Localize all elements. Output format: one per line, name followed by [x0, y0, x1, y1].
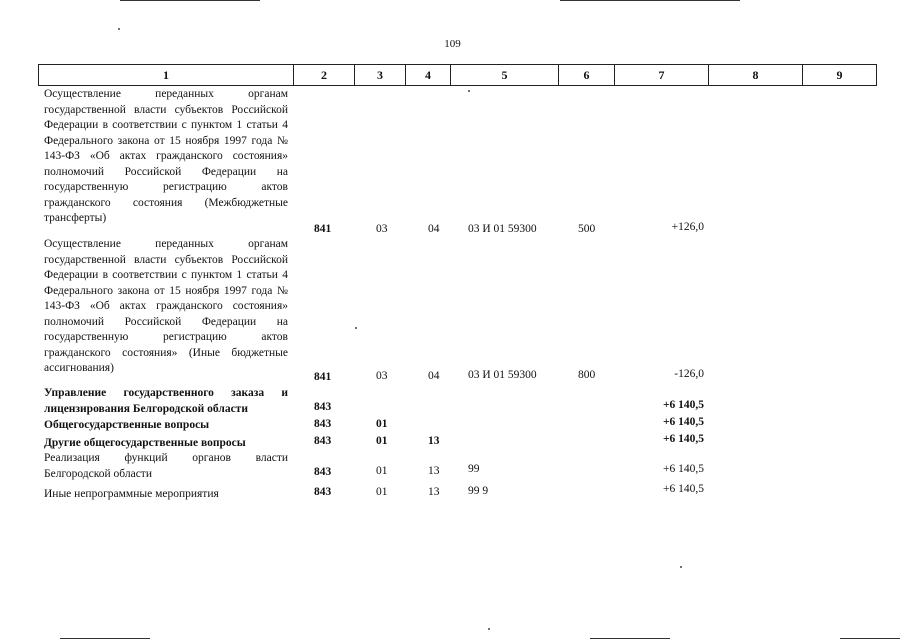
scan-artifact-line: [560, 0, 740, 1]
row-6-ministry-code: 843: [314, 466, 332, 478]
column-header-2: 2: [294, 65, 355, 85]
row-5-description: Другие общегосударственные вопросы: [44, 437, 246, 449]
row-4-ministry-code: 843: [314, 418, 332, 430]
row-5-subsection: 13: [428, 435, 440, 447]
row-5-section: 01: [376, 435, 388, 447]
row-5-ministry-code: 843: [314, 435, 332, 447]
row-2-target-article: 03 И 01 59300: [468, 369, 537, 381]
row-7-description: Иные непрограммные мероприятия: [44, 488, 219, 500]
row-4-description: Общегосударственные вопросы: [44, 419, 210, 431]
row-2-subsection: 04: [428, 370, 440, 382]
row-1-section: 03: [376, 223, 388, 235]
row-7-section: 01: [376, 486, 388, 498]
column-header-7: 7: [615, 65, 709, 85]
row-3-description: Управление государственного заказа и лицензирования Белгородской области: [44, 387, 288, 415]
row-2-expense-type: 800: [578, 369, 596, 381]
row-1-subsection: 04: [428, 223, 440, 235]
column-header-3: 3: [355, 65, 406, 85]
scan-artifact-line: [60, 638, 150, 639]
row-3-amount: +6 140,5: [662, 399, 704, 411]
row-1-ministry-code: 841: [314, 223, 332, 235]
row-6-target-article: 99: [468, 463, 480, 475]
scan-speck: [355, 327, 357, 329]
column-header-5: 5: [451, 65, 559, 85]
row-1-target-article: 03 И 01 59300: [468, 223, 537, 235]
row-7-amount: +6 140,5: [663, 483, 704, 495]
row-1-description: Осуществление переданных органам государственной власти субъектов Российской Федерации в соответствии с пунктом 1 статьи 4 Федерального закона от 15 ноября 1997 года № 143-ФЗ «Об актах гражданского состояния» полномочий Российской Федерации на государственную регистрацию актов гражданского состояния (Межбюджетные трансферты): [44, 88, 288, 224]
row-5-amount: +6 140,5: [662, 433, 704, 445]
row-6-section: 01: [376, 465, 388, 477]
table-header: [38, 64, 877, 86]
row-2-section: 03: [376, 370, 388, 382]
page-number: 109: [444, 38, 461, 50]
column-header-9: 9: [803, 65, 877, 85]
column-header-1: 1: [39, 65, 294, 85]
scan-speck: [680, 566, 682, 568]
row-4-section: 01: [376, 418, 388, 430]
scan-speck: [488, 628, 490, 630]
row-7-target-article: 99 9: [468, 485, 489, 497]
scan-speck: [118, 28, 120, 30]
row-2-ministry-code: 841: [314, 371, 332, 383]
column-header-6: 6: [559, 65, 615, 85]
row-1-expense-type: 500: [578, 223, 596, 235]
scan-artifact-line: [590, 638, 670, 639]
column-header-8: 8: [709, 65, 803, 85]
row-6-subsection: 13: [428, 465, 440, 477]
row-2-amount: -126,0: [674, 368, 704, 380]
row-4-amount: +6 140,5: [662, 416, 704, 428]
row-7-subsection: 13: [428, 486, 440, 498]
row-1-amount: +126,0: [671, 221, 704, 233]
column-header-4: 4: [406, 65, 451, 85]
scan-speck: [468, 90, 470, 92]
row-3-ministry-code: 843: [314, 401, 332, 413]
row-6-amount: +6 140,5: [663, 463, 704, 475]
scan-artifact-line: [840, 638, 900, 639]
row-2-description: Осуществление переданных органам государственной власти субъектов Российской Федерации в соответствии с пунктом 1 статьи 4 Федерального закона от 15 ноября 1997 года № 143-ФЗ «Об актах гражданского состояния» полномочий Российской Федерации на государственную регистрацию актов гражданского состояния» (Иные бюджетные ассигнования): [44, 238, 288, 374]
scan-artifact-line: [120, 0, 260, 1]
row-7-ministry-code: 843: [314, 486, 332, 498]
row-6-description: Реализация функций органов власти Белгородской области: [44, 452, 288, 480]
